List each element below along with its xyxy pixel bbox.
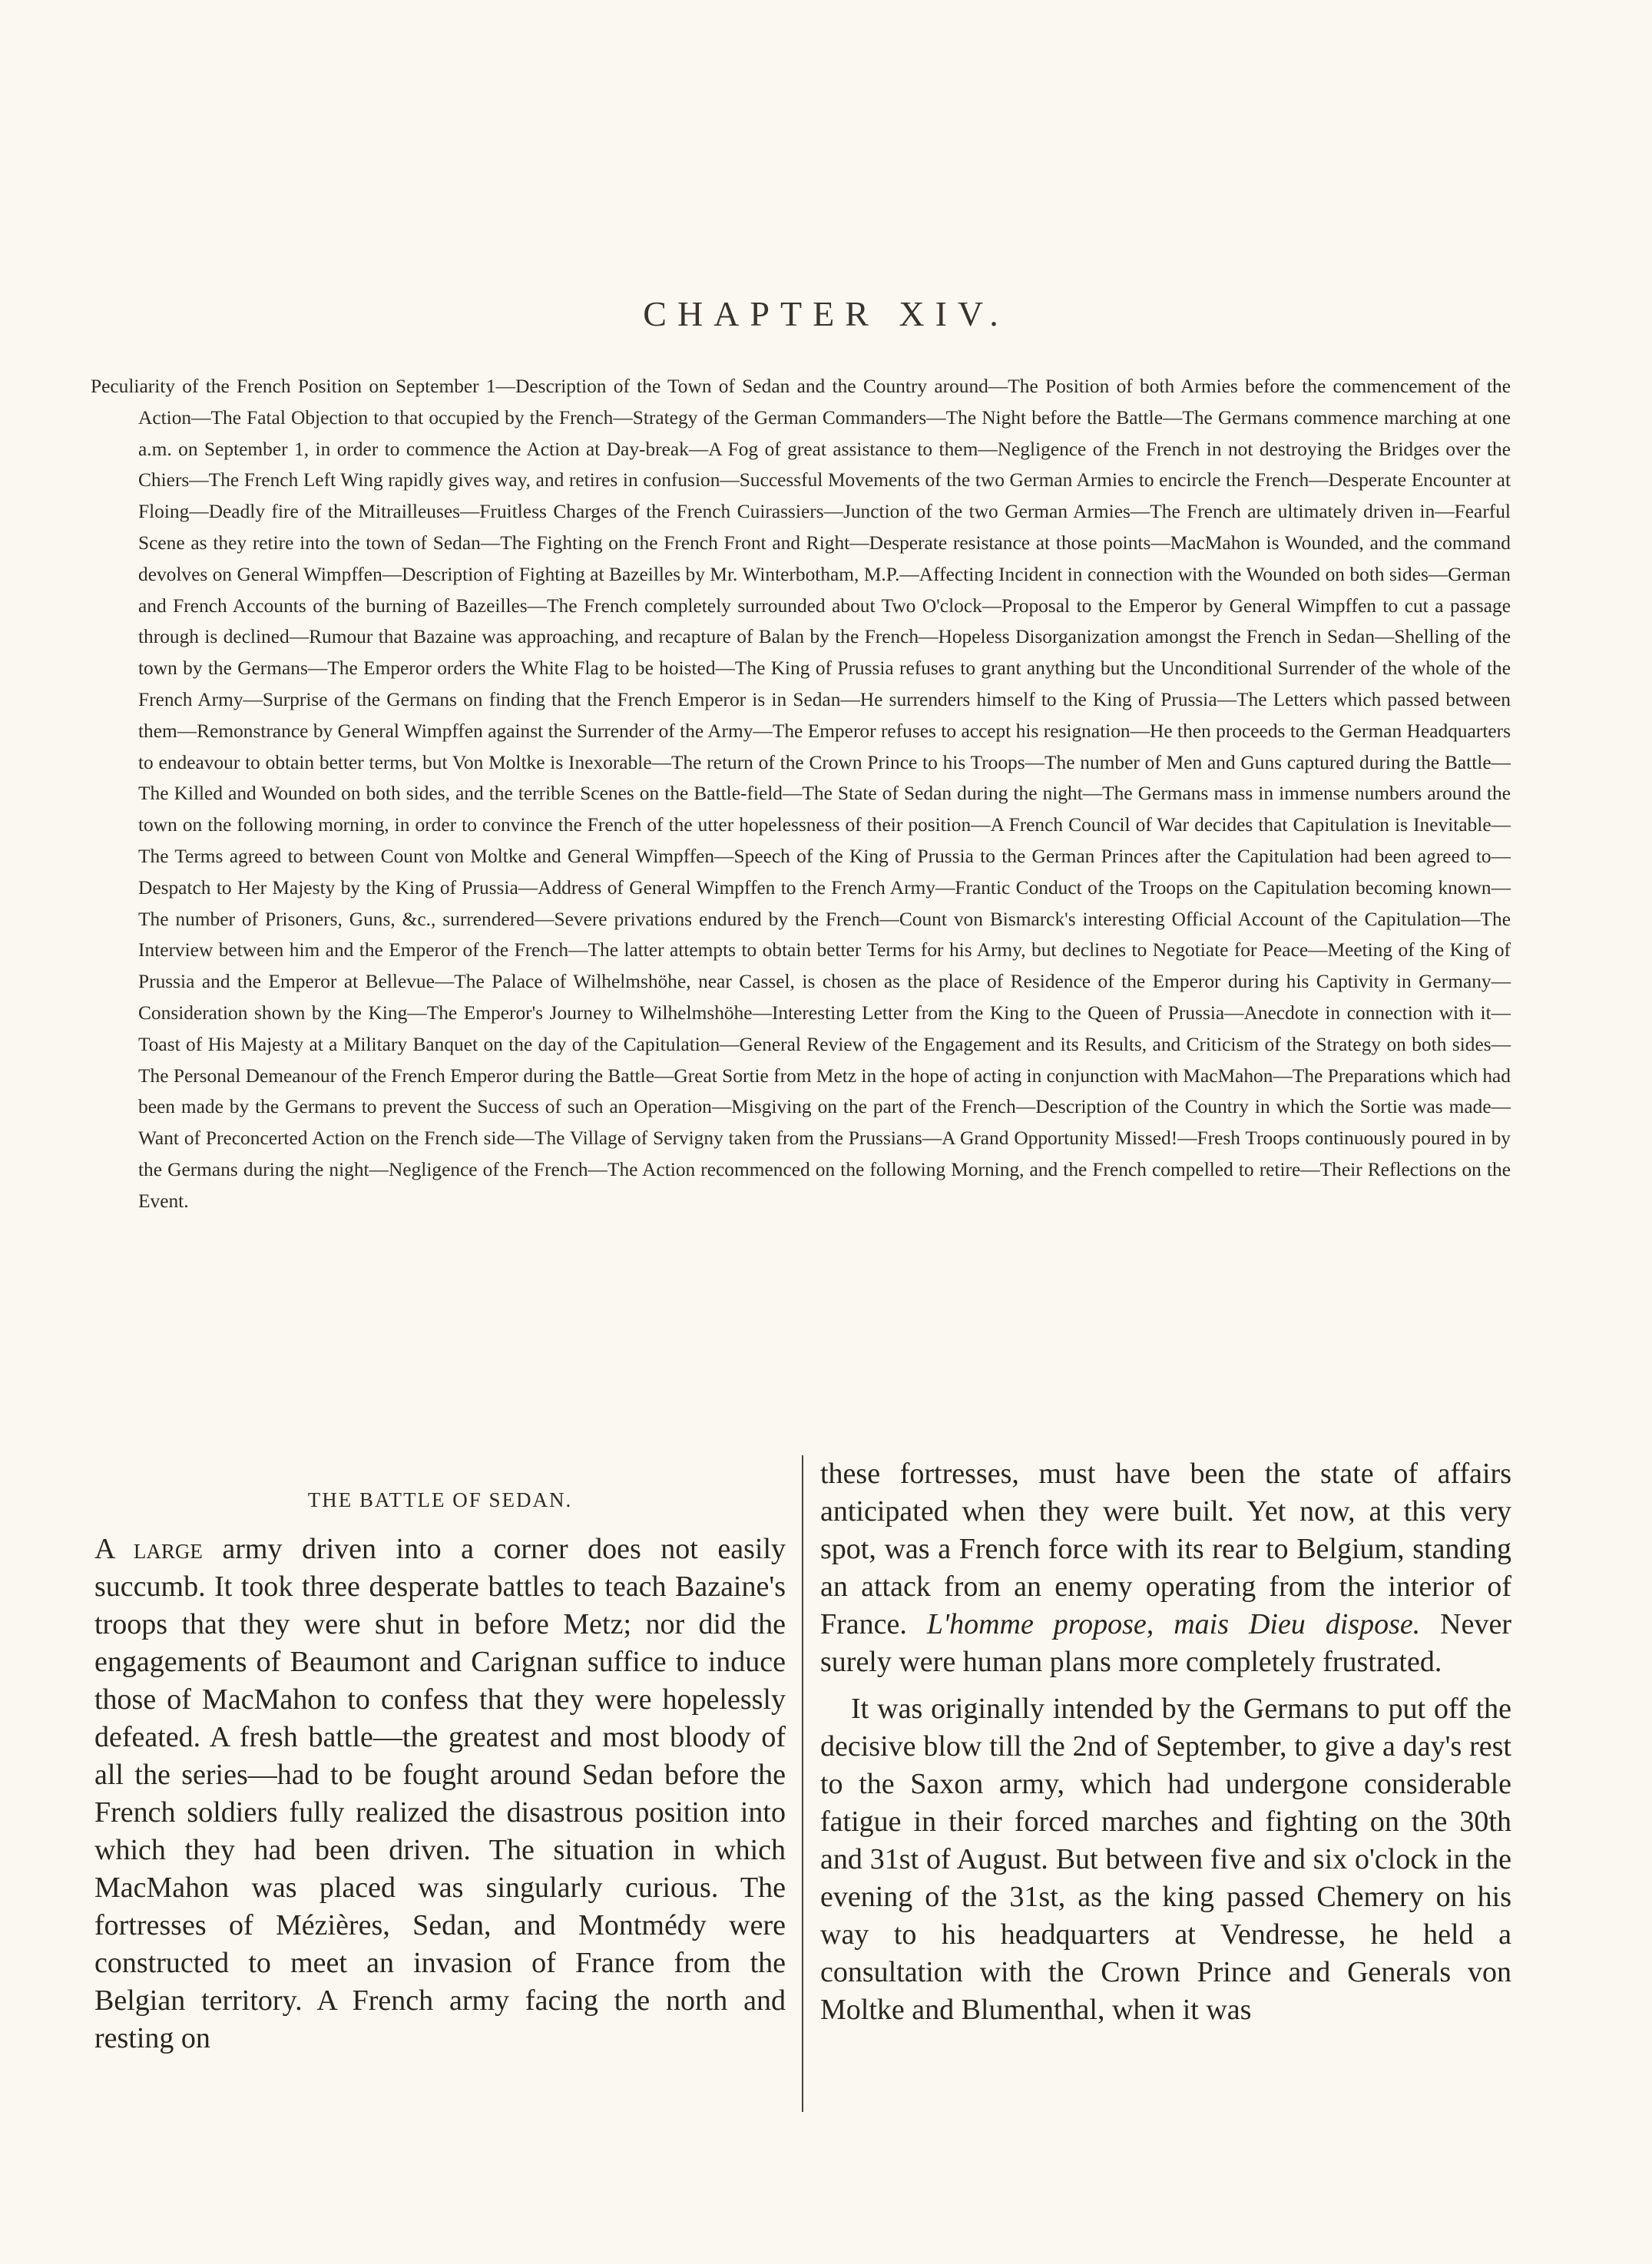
right-column xyxy=(820,1455,1511,2029)
column-divider xyxy=(802,1455,803,2112)
paragraph-text: Never surely were human plans more completely frustrated. xyxy=(820,1608,1512,1678)
body-paragraph xyxy=(94,1531,786,2057)
left-column xyxy=(94,1455,786,2057)
latin-proverb: L'homme propose, mais Dieu dispose. xyxy=(926,1608,1421,1640)
paragraph-text: these fortresses, must have been the state of affairs anticipated when they were built. Yet now, at this very spot, was a French force with its rear to Belgium, standing an attack from an enemy operating from the interior of France. xyxy=(820,1458,1511,1640)
chapter-heading: CHAPTER XIV. xyxy=(643,294,1009,333)
body-paragraph: It was originally intended by the Germans to put off the decisive blow till the 2nd of September, to give a day's rest to the Saxon army, which had undergone considerable fatigue in their forced marches and fighting on the 30th and 31st of August. But between five and six o'clock in the evening of the 31st, as the king passed Chemery on his way to his headquarters at Vendresse, he held a consultation with the Crown Prince and Generals von Moltke and Blumenthal, when it was xyxy=(820,1693,1511,2026)
body-paragraph xyxy=(820,1455,1511,1681)
paragraph-lead: A large xyxy=(94,1533,203,1565)
chapter-synopsis: Peculiarity of the French Position on September 1—Description of the Town of Sedan and the Country around—The Position of both Armies before the commencement of the Action—The Fatal Objection to that occupied by the French—Strategy of the German Commanders—The Night before the Battle—The Germans commence marching at one a.m. on September 1, in order to commence the Action at Day-break—A Fog of great assistance to them—Negligence of the French in not destroying the Bridges over the Chiers—The French Left Wing rapidly gives way, and retires in confusion—Successful Movements of the two German Armies to encircle the French—Desperate Encounter at Floing—Deadly fire of the Mitrailleuses—Fruitless Charges of the French Cuirassiers—Junction of the two German Armies—The French are ultimately driven in—Fearful Scene as they retire into the town of Sedan—The Fighting on the French Front and Right—Desperate resistance at those points—MacMahon is Wounded, and the command devolves on General Wimpffen—Description of Fighting at Bazeilles by Mr. Winterbotham, M.P.—Affecting Incident in connection with the Wounded on both sides—German and French Accounts of the burning of Bazeilles—The French completely surrounded about Two O'clock—Proposal to the Emperor by General Wimpffen to cut a passage through is declined—Rumour that Bazaine was approaching, and recapture of Balan by the French—Hopeless Disorganization amongst the French in Sedan—Shelling of the town by the Germans—The Emperor orders the White Flag to be hoisted—The King of Prussia refuses to grant anything but the Unconditional Surrender of the whole of the French Army—Surprise of the Germans on finding that the French Emperor is in Sedan—He surrenders himself to the King of Prussia—The Letters which passed between them—Remonstrance by General Wimpffen against the Surrender of the Army—The Emperor refuses to accept his resignation—He then proceeds to the German Headquarters to endeavour to obtain better terms, but Von Moltke is Inexorable—The return of the Crown Prince to his Troops—The number of Men and Guns captured during the Battle—The Killed and Wounded on both sides, and the terrible Scenes on the Battle-field—The State of Sedan during the night—The Germans mass in immense numbers around the town on the following morning, in order to convince the French of the utter hopelessness of their position—A French Council of War decides that Capitulation is Inevitable—The Terms agreed to between Count von Moltke and General Wimpffen—Speech of the King of Prussia to the German Princes after the Capitulation had been agreed to—Despatch to Her Majesty by the King of Prussia—Address of General Wimpffen to the French Army—Frantic Conduct of the Troops on the Capitulation becoming known—The number of Prisoners, Guns, &c., surrendered—Severe privations endured by the French—Count von Bismarck's interesting Official Account of the Capitulation—The Interview between him and the Emperor of the French—The latter attempts to obtain better Terms for his Army, but declines to Negotiate for Peace—Meeting of the King of Prussia and the Emperor at Bellevue—The Palace of Wilhelmshöhe, near Cassel, is chosen as the place of Residence of the Emperor during his Captivity in Germany—Consideration shown by the King—The Emperor's Journey to Wilhelmshöhe—Interesting Letter from the King to the Queen of Prussia—Anecdote in connection with it—Toast of His Majesty at a Military Banquet on the day of the Capitulation—General Review of the Engagement and its Results, and Criticism of the Strategy on both sides—The Personal Demeanour of the French Emperor during the Battle—Great Sortie from Metz in the hope of acting in conjunction with MacMahon—The Preparations which had been made by the Germans to prevent the Success of such an Operation—Misgiving on the part of the French—Description of the Country in which the Sortie was made—Want of Preconcerted Action on the French side—The Village of Servigny taken from the Prussians—A Grand Opportunity Missed!—Fresh Troops continuously poured in by the Germans during the night—Negligence of the French—The Action recommenced on the following Morning, and the French compelled to retire—Their Reflections on the Event. xyxy=(91,376,1511,1212)
section-title: THE BATTLE OF SEDAN. xyxy=(307,1488,573,1511)
paragraph-text: army driven into a corner does not easily succumb. It took three desperate battles to teach Bazaine's troops that they were shut in before Metz; nor did the engagements of Beaumont and Carignan suffice to induce those of MacMahon to confess that they were hopelessly defeated. A fresh battle—the greatest and most bloody of all the series—had to be fought around Sedan before the French soldiers fully realized the disastrous position into which they had been driven. The situation in which MacMahon was placed was singularly curious. The fortresses of Mézières, Sedan, and Montmédy were constructed to meet an invasion of France from the Belgian territory. A French army facing the north and resting on xyxy=(94,1533,786,2054)
